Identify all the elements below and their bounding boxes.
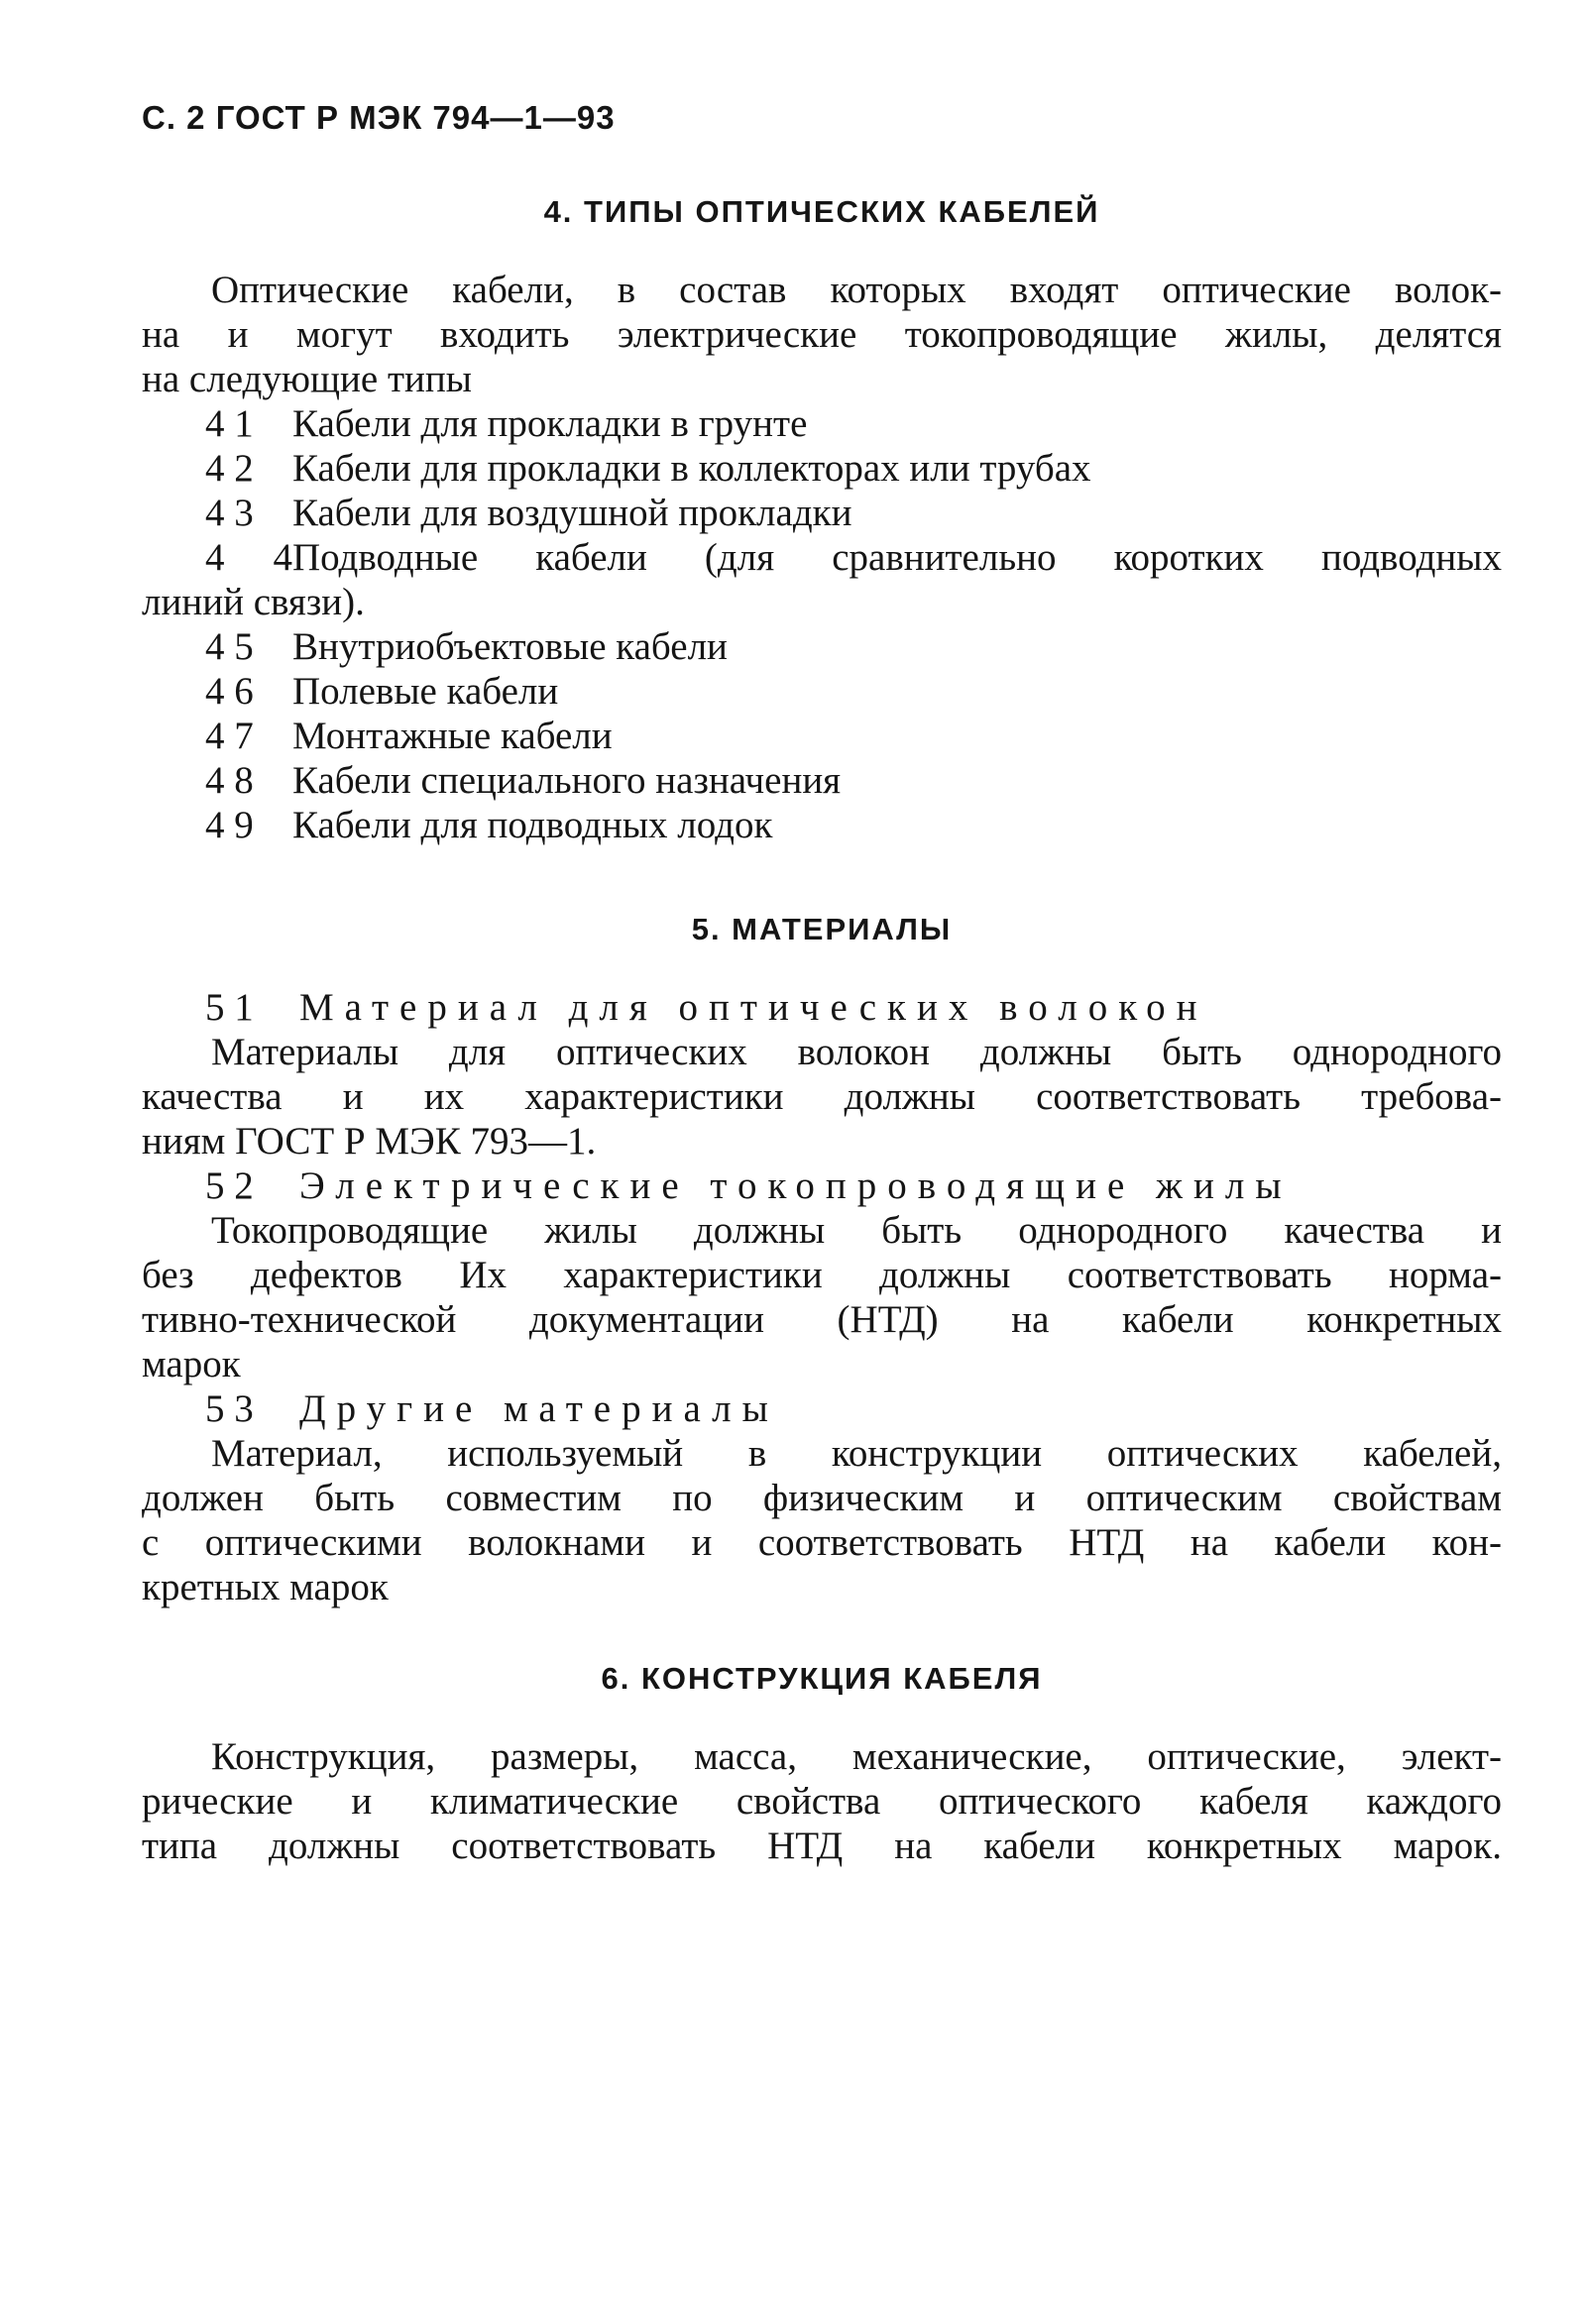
- subsection-title: [142, 1386, 1502, 1431]
- subsection-number: 5 3: [205, 1387, 254, 1430]
- subsection-title-text: Материал для оптических волокон: [299, 986, 1208, 1029]
- section-heading: 5. МАТЕРИАЛЫ: [691, 912, 953, 946]
- item-number: 4 6: [205, 670, 254, 713]
- paragraph-line: рические и климатические свойства оптического кабеля каждого: [142, 1780, 1502, 1823]
- subsection-title-text: Другие материалы: [299, 1387, 779, 1430]
- item-number: 4 4: [205, 536, 292, 579]
- item-number: 4 3: [205, 492, 254, 534]
- item-text: Кабели для прокладки в грунте: [292, 402, 808, 445]
- item-number: 4 1: [205, 402, 254, 445]
- paragraph-line: Материалы для оптических волокон должны быть однородного: [211, 1031, 1502, 1073]
- item-text: Кабели для воздушной прокладки: [292, 492, 852, 534]
- list-item: [142, 669, 1502, 714]
- list-item: [142, 535, 1502, 580]
- paragraph-line: Токопроводящие жилы должны быть однородного качества и: [211, 1209, 1502, 1252]
- list-item: [142, 714, 1502, 758]
- list-item: [142, 491, 1502, 535]
- section-cable-types: [142, 194, 1502, 847]
- paragraph-line: Оптические кабели, в состав которых входят оптические волок-: [211, 269, 1502, 311]
- paragraph-line: качества и их характеристики должны соответствовать требова-: [142, 1075, 1502, 1118]
- paragraph-line: должен быть совместим по физическим и оптическим свойствам: [142, 1477, 1502, 1519]
- paragraph-line: на и могут входить электрические токопроводящие жилы, делятся: [142, 313, 1502, 356]
- list-item: [142, 446, 1502, 491]
- subsection-title: [142, 1163, 1502, 1208]
- paragraph-line: ниям ГОСТ Р МЭК 793—1.: [142, 1120, 597, 1162]
- item-number: 4 2: [205, 447, 254, 490]
- item-number: 4 5: [205, 625, 254, 668]
- item-text: Кабели специального назначения: [292, 759, 842, 802]
- section-heading: 6. КОНСТРУКЦИЯ КАБЕЛЯ: [601, 1661, 1043, 1696]
- item-number: 4 7: [205, 715, 254, 757]
- paragraph-line: тивно-технической документации (НТД) на кабели конкретных: [142, 1298, 1502, 1341]
- section-materials: [142, 912, 1502, 1609]
- paragraph-line: на следующие типы: [142, 358, 472, 400]
- item-text: Полевые кабели: [292, 670, 559, 713]
- paragraph-line: с оптическими волокнами и соответствовать НТД на кабели кон-: [142, 1521, 1502, 1564]
- item-text: Кабели для прокладки в коллекторах или трубах: [292, 447, 1091, 490]
- item-number: 4 8: [205, 759, 254, 802]
- item-text: Кабели для подводных лодок: [292, 804, 773, 846]
- paragraph-line: Материал, используемый в конструкции оптических кабелей,: [211, 1432, 1502, 1475]
- item-number: 4 9: [205, 804, 254, 846]
- section-heading: 4. ТИПЫ ОПТИЧЕСКИХ КАБЕЛЕЙ: [543, 194, 1100, 229]
- subsection-title-text: Электрические токопроводящие жилы: [299, 1164, 1293, 1207]
- list-item: [142, 401, 1502, 446]
- section-cable-construction: [142, 1661, 1502, 1868]
- paragraph-line: типа должны соответствовать НТД на кабели конкретных марок.: [142, 1825, 1502, 1867]
- running-head: С. 2 ГОСТ Р МЭК 794—1—93: [142, 99, 616, 136]
- paragraph-line: марок: [142, 1343, 241, 1385]
- list-item-continuation: линий связи).: [142, 581, 365, 623]
- list-item: [142, 624, 1502, 669]
- item-text: Подводные кабели (для сравнительно коротких подводных: [292, 536, 1502, 579]
- subsection-title: [142, 985, 1502, 1030]
- item-text: Монтажные кабели: [292, 715, 613, 757]
- paragraph-line: Конструкция, размеры, масса, механические, оптические, элект-: [211, 1735, 1502, 1778]
- list-item: [142, 758, 1502, 803]
- subsection-number: 5 2: [205, 1164, 254, 1207]
- item-text: Внутриобъектовые кабели: [292, 625, 728, 668]
- paragraph-line: без дефектов Их характеристики должны соответствовать норма-: [142, 1254, 1502, 1296]
- list-item: [142, 803, 1502, 847]
- subsection-number: 5 1: [205, 986, 254, 1029]
- paragraph-line: кретных марок: [142, 1566, 389, 1608]
